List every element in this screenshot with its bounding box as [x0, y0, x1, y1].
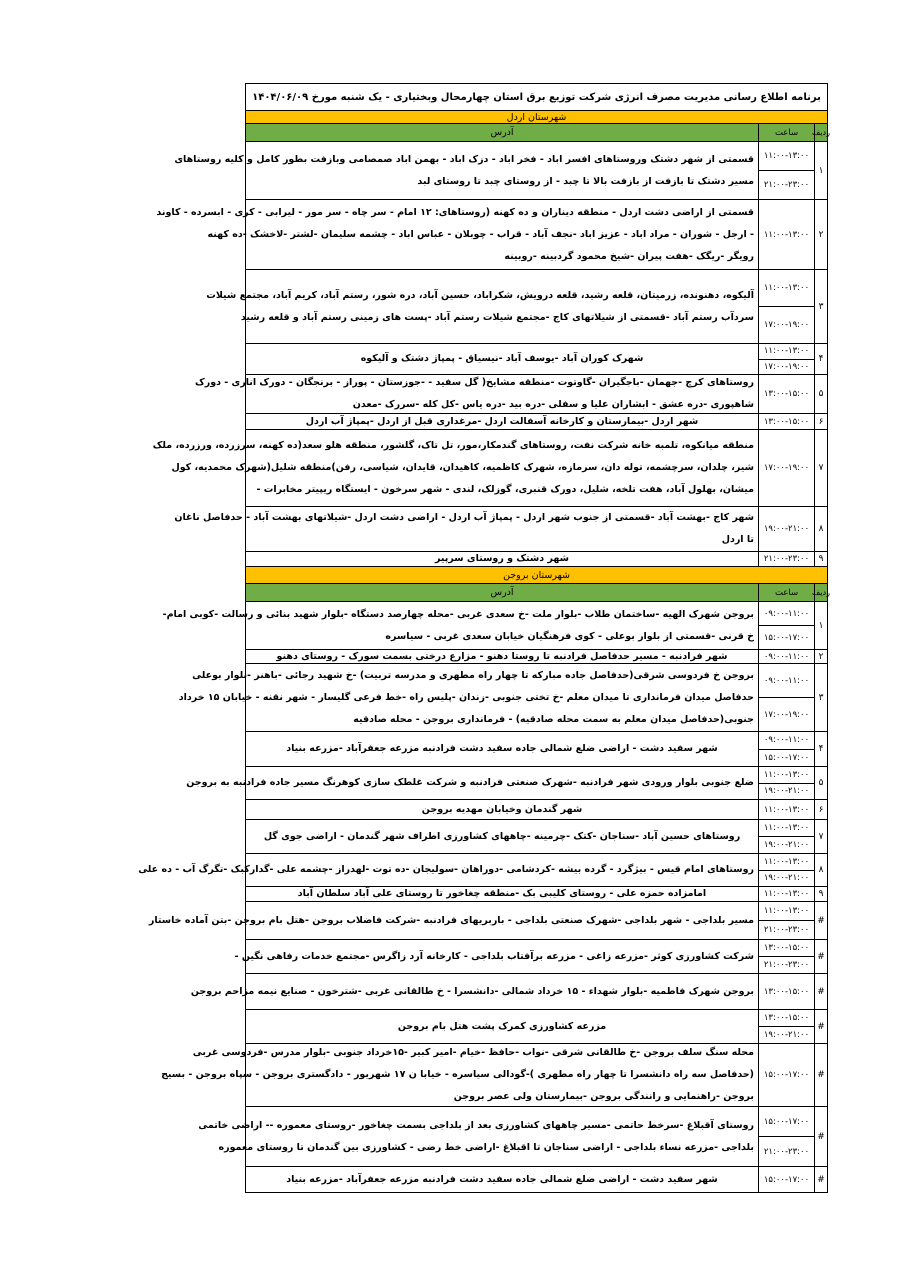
table-row: [246, 344, 827, 375]
address-cell: [246, 800, 758, 819]
address-cell: [246, 1167, 758, 1192]
time-cell: [758, 507, 814, 551]
time-slot: ۰۹:۰۰-۱۱:۰۰: [763, 735, 810, 746]
table-row: [246, 820, 827, 854]
time-slot: ۱۵:۰۰-۱۷:۰۰: [763, 1174, 810, 1185]
time-cell: [758, 1107, 814, 1166]
table-row: [174, 142, 827, 200]
row-number: #: [814, 1044, 827, 1106]
row-number: ۹: [814, 887, 827, 901]
row-number: ۱: [814, 142, 827, 199]
row-number: ۶: [814, 414, 827, 429]
address-line: شهر اردل -بیمارستان و کارخانه آسفالت اردل -مرغداری قبل از اردل -پمپاژ آب اردل: [305, 415, 699, 427]
address-line: شرکت کشاورزی کوثر -مزرعه زاغی - مزرعه برآفتاب بلداجی - کارخانه آرد زاگرس -مجتمع خدمات رفاهی نگین -: [234, 950, 754, 962]
row-number: ۲: [814, 650, 827, 663]
address-line: رویگر -ریگک -هفت پیران -شیخ محمود گردبینه -روبینه: [504, 250, 754, 262]
city-header: شهرستان بروجن: [246, 567, 827, 584]
time-slot: ۱۱:۰۰-۱۳:۰۰: [763, 229, 810, 240]
table-row: [148, 902, 827, 940]
time-slot: ۱۷:۰۰-۱۹:۰۰: [759, 306, 814, 343]
time-slot: ۱۳:۰۰-۱۵:۰۰: [763, 986, 810, 997]
row-number: ۴: [814, 344, 827, 374]
time-slot: ۱۵:۰۰-۱۷:۰۰: [763, 1070, 810, 1080]
address-cell: [246, 887, 758, 901]
time-slot: ۱۱:۰۰-۱۳:۰۰: [763, 769, 810, 780]
table-row: [198, 1107, 827, 1167]
time-cell: [758, 1044, 814, 1106]
address-cell: [159, 602, 758, 649]
time-slot: ۲۱:۰۰-۲۳:۰۰: [759, 956, 814, 973]
time-slot: ۱۵:۰۰-۱۷:۰۰: [759, 749, 814, 767]
time-slot: ۱۱:۰۰-۱۳:۰۰: [763, 151, 810, 161]
address-line: آلیکوه، دهنونده، زرمیتان، قلعه رشید، قلعه درویش، شکراباد، حسین آباد، دره شور، رستم آباد، کریم آباد، مجتمع شیلات: [206, 289, 754, 301]
table-row: [162, 602, 827, 650]
address-cell: [152, 200, 758, 269]
address-line: بروجن شهرک الهیه -ساختمان طلاب -بلوار ملت -خ سعدی غربی -محله چهارصد دستگاه -بلوار شهید بنائی و رسالت -کوبی امام-: [162, 608, 754, 620]
time-slot: ۱۱:۰۰-۱۳:۰۰: [763, 346, 810, 357]
row-number: #: [814, 974, 827, 1009]
time-cell: [758, 887, 814, 901]
table-row: [246, 414, 827, 430]
address-line: مسیر بلداجی - شهر بلداجی -شهرک صنعتی بلداجی - باربریهای فرادنبه -شرکت فاضلاب بروجن -هتل بام بروجن -بتن آماده خاستار: [148, 914, 754, 926]
address-cell: [246, 820, 758, 853]
address-line: مسیر دشتک تا بازفت از بازفت بالا تا چبد - از روستای چبد تا روستای لبد: [417, 175, 754, 187]
column-header-row: [246, 124, 830, 142]
time-slot: ۱۹:۰۰-۲۱:۰۰: [759, 836, 814, 853]
table-row: [156, 200, 827, 270]
address-line: شهر گندمان وخیابان مهدیه بروجن: [421, 803, 583, 815]
table-row: [174, 507, 827, 552]
address-line: خ قرنی -قسمتی از بلوار بوعلی - کوی فرهنگیان خیابان سعدی غربی - سیاسره: [385, 630, 754, 642]
column-header-time: ساعت: [758, 124, 814, 141]
row-number: #: [814, 1167, 827, 1192]
time-cell: [758, 902, 814, 939]
address-cell: [170, 142, 758, 199]
time-slot: ۰۹:۰۰-۱۱:۰۰: [763, 608, 810, 619]
time-slot: ۱۱:۰۰-۱۳:۰۰: [763, 804, 810, 815]
time-slot: ۱۷:۰۰-۱۹:۰۰: [759, 359, 814, 375]
time-slot: ۰۹:۰۰-۱۱:۰۰: [763, 651, 810, 662]
table-row: [190, 974, 827, 1010]
time-slot: ۱۵:۰۰-۱۷:۰۰: [759, 625, 814, 649]
time-cell: [758, 602, 814, 649]
time-slot: ۱۷:۰۰-۱۹:۰۰: [759, 697, 814, 731]
address-line: روستاهای کرچ -جهمان -باجگیران -گاوتوت -منطقه مشایخ( گل سفید - -جوزستان - پوراز - برنجگان - دورک اناری - دورک: [195, 377, 754, 388]
time-slot: ۱۱:۰۰-۱۳:۰۰: [763, 889, 810, 899]
row-number: ۳: [814, 664, 827, 731]
time-cell: [758, 270, 814, 343]
table-row: [246, 887, 827, 902]
address-line: میشان، بهلول آباد، هفت تلخه، شلیل، دورک قنبری، گوزلک، لندی - شهر سرخون - ایستگاه ریپیتر مخابرات -: [256, 484, 754, 495]
address-cell: [182, 767, 758, 799]
address-line: شهر فرادنبه - مسیر حدفاصل فرادنبه تا روستا دهنو - مزارع درختی بسمت سورک - روستای دهنو: [276, 650, 728, 662]
table-row: [246, 1010, 827, 1044]
table-row: [178, 664, 827, 732]
address-cell: [187, 974, 758, 1009]
address-line: سردآب رستم آباد -قسمتی از شیلاتهای کاج -مجتمع شیلات رستم آباد -پست های زمینی رستم آباد و قلعه رشید: [240, 311, 754, 323]
time-cell: [758, 767, 814, 799]
address-cell: [246, 414, 758, 429]
table-row: [246, 552, 827, 567]
table-row: [152, 430, 827, 507]
address-line: منطقه میانکوه، تلمبه خانه شرکت نفت، روستاهای گندمکار،مور، تل تاک، گلشور، منطقه هلو سعد(ده کهنه، سرزرده، ورزرده، ملک: [152, 440, 754, 451]
row-number: #: [814, 902, 827, 939]
time-cell: [758, 552, 814, 566]
time-cell: [758, 430, 814, 506]
address-line: قسمتی از اراضی دشت اردل - منطقه دیناران و ده کهنه (روستاهای: ۱۲ امام - سر چاه - سر مور - لیرابی - کری - ابسرده - کاوند: [156, 206, 754, 218]
time-slot: ۱۱:۰۰-۱۳:۰۰: [763, 906, 810, 916]
address-line: تا اردل: [721, 534, 754, 545]
time-slot: ۱۱:۰۰-۱۳:۰۰: [763, 823, 810, 833]
time-slot: ۱۳:۰۰-۱۵:۰۰: [763, 943, 810, 953]
address-cell: [246, 650, 758, 663]
column-header-row: [246, 584, 830, 602]
row-number: ۸: [814, 854, 827, 886]
row-number: ۱: [814, 602, 827, 649]
row-number: ۶: [814, 800, 827, 819]
time-slot: ۱۳:۰۰-۱۵:۰۰: [763, 416, 810, 427]
address-line: مزرعه کشاورزی کمرک پشت هتل بام بروجن: [397, 1020, 607, 1032]
time-slot: ۱۱:۰۰-۱۳:۰۰: [763, 283, 810, 293]
address-cell: [246, 344, 758, 374]
table-row: [206, 270, 827, 344]
time-cell: [758, 1010, 814, 1043]
city-header: شهرستان اردل: [246, 111, 827, 124]
row-number: ۳: [814, 270, 827, 343]
schedule-table: [138, 83, 830, 1193]
column-header-num: ردیف: [814, 584, 827, 601]
row-number: #: [814, 1107, 827, 1166]
time-slot: ۱۹:۰۰-۲۱:۰۰: [759, 1026, 814, 1043]
table-row: [246, 650, 827, 664]
address-line: شهر دشتک و روستای سرپیر: [435, 553, 569, 564]
address-line: شاهپوری -دره عشق - ابشاران علیا و سفلی -دره بید -دره یاس -کل کله -سررک -معدن: [352, 399, 754, 410]
time-cell: [758, 940, 814, 973]
time-cell: [758, 732, 814, 766]
address-cell: [246, 1010, 758, 1043]
address-line: - ارجل - شوران - مراد اباد - عزیز اباد -نجف آباد - قراب - چوبلان - عباس اباد - چشمه سلیمان -لشتر -لاخشک -ده کهنه: [207, 228, 754, 240]
address-line: شهر سفید دشت - اراضی ضلع شمالی جاده سفید دشت فرادنبه مزرعه جعفرآباد -مزرعه بنیاد: [286, 743, 718, 754]
address-cell: [170, 507, 758, 551]
address-line: محله سنگ سلف بروجن -خ طالقانی شرقی -نواب -حافظ -خیام -امیر کبیر -۱۵خرداد جنوبی -بلوار مدرس -فردوسی غربی: [192, 1047, 754, 1058]
time-slot: ۰۹:۰۰-۱۱:۰۰: [763, 675, 810, 686]
time-cell: [758, 800, 814, 819]
address-line: (حدفاصل سه راه دانشسرا تا چهار راه مطهری )-گودالی سیاسره - خیابا ن ۱۷ شهریور - دادگستری بروجن - سپاه بروجن - بسیج: [161, 1069, 754, 1080]
column-header-address: آدرس: [490, 586, 514, 598]
row-number: ۵: [814, 767, 827, 799]
address-cell: [194, 1107, 758, 1166]
address-cell: [246, 552, 758, 566]
address-line: امامزاده حمزه علی - روستای کلیبی بک -منطقه چغاخور تا روستای علی آباد سلطان آباد: [297, 888, 707, 899]
time-slot: ۲۱:۰۰-۲۳:۰۰: [759, 1136, 814, 1166]
row-number: ۸: [814, 507, 827, 551]
time-cell: [758, 664, 814, 731]
time-cell: [758, 142, 814, 199]
address-line: روستاهای امام قیس - بیژگرد - گرده بیشه -کردشامی -دوراهان -سولیجان -ده توت -لهدراز -چشمه علی -گدارکبک -تگرگ آب - ده علی: [138, 864, 754, 875]
address-cell: [149, 430, 758, 506]
time-cell: [758, 414, 814, 429]
time-slot: ۲۱:۰۰-۲۳:۰۰: [763, 554, 810, 564]
time-slot: ۲۱:۰۰-۲۳:۰۰: [759, 170, 814, 199]
address-line: حدفاصل میدان فرمانداری تا میدان معلم -خ تختی جنوبی -زندان -پلیس راه -خط فرعی گلیسار - شهر نقنه - خیابان ۱۵ خرداد: [178, 691, 754, 703]
address-line: روستای آقبلاغ -سرخط حاتمی -مسیر چاههای کشاورزی بعد از بلداجی بسمت چغاخور -روستای معموره -- اراضی خاتمی: [198, 1119, 754, 1131]
time-cell: [758, 820, 814, 853]
address-line: بروجن خ فردوسی شرقی(حدفاصل جاده مبارکه تا چهار راه مطهری و مدرسه تربیت) -خ شهید رجائی -باهنر -بلوار بوعلی: [192, 669, 754, 681]
time-cell: [758, 375, 814, 413]
address-line: روستاهای حسین آباد -سناجان -کتک -چرمینه -چاههای کشاورزی اطراف شهر گندمان - اراضی جوی گل: [263, 830, 741, 842]
address-line: ضلع جنوبی بلوار ورودی شهر فرادنبه -شهرک صنعتی فرادنبه و شرکت غلطک سازی کوهرنگ مسیر جاده فرادنبه به بروجن: [186, 777, 754, 788]
time-slot: ۱۷:۰۰-۱۹:۰۰: [763, 463, 810, 473]
time-slot: ۱۹:۰۰-۲۱:۰۰: [763, 524, 810, 534]
time-cell: [758, 974, 814, 1009]
address-cell: [134, 854, 758, 886]
time-cell: [758, 200, 814, 269]
address-cell: [157, 1044, 758, 1106]
address-line: شهرک کوران آباد -یوسف آباد -نیسیاق - پمپاژ دشتک و آلیکوه: [360, 353, 644, 364]
table-row: [195, 375, 827, 414]
address-cell: [191, 375, 758, 413]
column-header-address: آدرس: [490, 126, 514, 138]
address-line: قسمتی از شهر دشتک وروستاهای افسر اباد - فخر اباد - دزک اباد - بهمن اباد صمصامی وبازفت بطور کامل و کلیه روستاهای: [174, 153, 754, 165]
address-line: جنوبی(حدفاصل میدان معلم به سمت محله صادقیه) - فرمانداری بروجن - محله صادقیه: [353, 713, 754, 725]
row-number: ۲: [814, 200, 827, 269]
row-number: #: [814, 940, 827, 973]
time-slot: ۱۳:۰۰-۱۵:۰۰: [763, 1013, 810, 1023]
time-slot: ۱۹:۰۰-۲۱:۰۰: [759, 783, 814, 800]
column-header-num: ردیف: [814, 124, 827, 141]
row-number: ۷: [814, 820, 827, 853]
address-line: بلداجی -مزرعه نساء بلداجی - اراضی سناجان تا اقبلاغ -اراضی خط رضی - کشاورزی بین گندمان تا روستای معموره: [218, 1141, 754, 1153]
address-cell: [145, 902, 758, 939]
address-line: شیر، چلدان، سرچشمه، توله دان، سرمازه، شهرک کاظمیه، کاهیدان، قایدان، شیاسی، رفن)منطقه شلیل(شهرک محمدیه، کول: [171, 462, 754, 473]
address-line: شهر کاج -بهشت آباد -قسمتی از جنوب شهر اردل - پمپاژ آب اردل - اراضی دشت اردل -شیلاتهای بهشت آباد - حدفاصل ناغان: [174, 512, 754, 523]
table-row: [246, 732, 827, 767]
address-line: بروجن -راهنمایی و رانندگی بروجن -بیمارستان ولی عصر بروجن: [453, 1091, 754, 1102]
table-row: [186, 767, 827, 800]
time-slot: ۱۵:۰۰-۱۷:۰۰: [763, 1116, 810, 1127]
table-row: [234, 940, 827, 974]
time-cell: [758, 344, 814, 374]
time-cell: [758, 1167, 814, 1192]
time-slot: ۲۱:۰۰-۲۳:۰۰: [759, 920, 814, 939]
time-slot: ۱۱:۰۰-۱۳:۰۰: [763, 856, 810, 867]
row-number: ۵: [814, 375, 827, 413]
row-number: ۴: [814, 732, 827, 766]
row-number: ۷: [814, 430, 827, 506]
row-number: #: [814, 1010, 827, 1043]
document-title: برنامه اطلاع رسانی مدیریت مصرف انرژی شرکت توزیع برق استان چهارمحال وبختیاری - یک شنبه مورخ ۱۴۰۴/۰۶/۰۹: [246, 84, 827, 111]
row-number: ۹: [814, 552, 827, 566]
column-header-time: ساعت: [758, 584, 814, 601]
address-cell: [202, 270, 758, 343]
address-line: شهر سفید دشت - اراضی ضلع شمالی جاده سفید دشت فرادنبه مزرعه جعفرآباد -مزرعه بنیاد: [286, 1173, 718, 1185]
time-slot: ۱۳:۰۰-۱۵:۰۰: [763, 389, 810, 399]
address-cell: [231, 940, 758, 973]
table-row: [161, 1044, 827, 1107]
time-slot: ۱۹:۰۰-۲۱:۰۰: [759, 870, 814, 887]
time-cell: [758, 650, 814, 663]
table-row: [246, 800, 827, 820]
time-cell: [758, 854, 814, 886]
table-row: [246, 1167, 827, 1192]
address-line: بروجن شهرک فاطمیه -بلوار شهداء - ۱۵ خرداد شمالی -دانشسرا - خ طالقانی غربی -شترخون - صنایع نیمه مزاحم بروجن: [190, 985, 754, 997]
address-cell: [175, 664, 758, 731]
address-cell: [246, 732, 758, 766]
